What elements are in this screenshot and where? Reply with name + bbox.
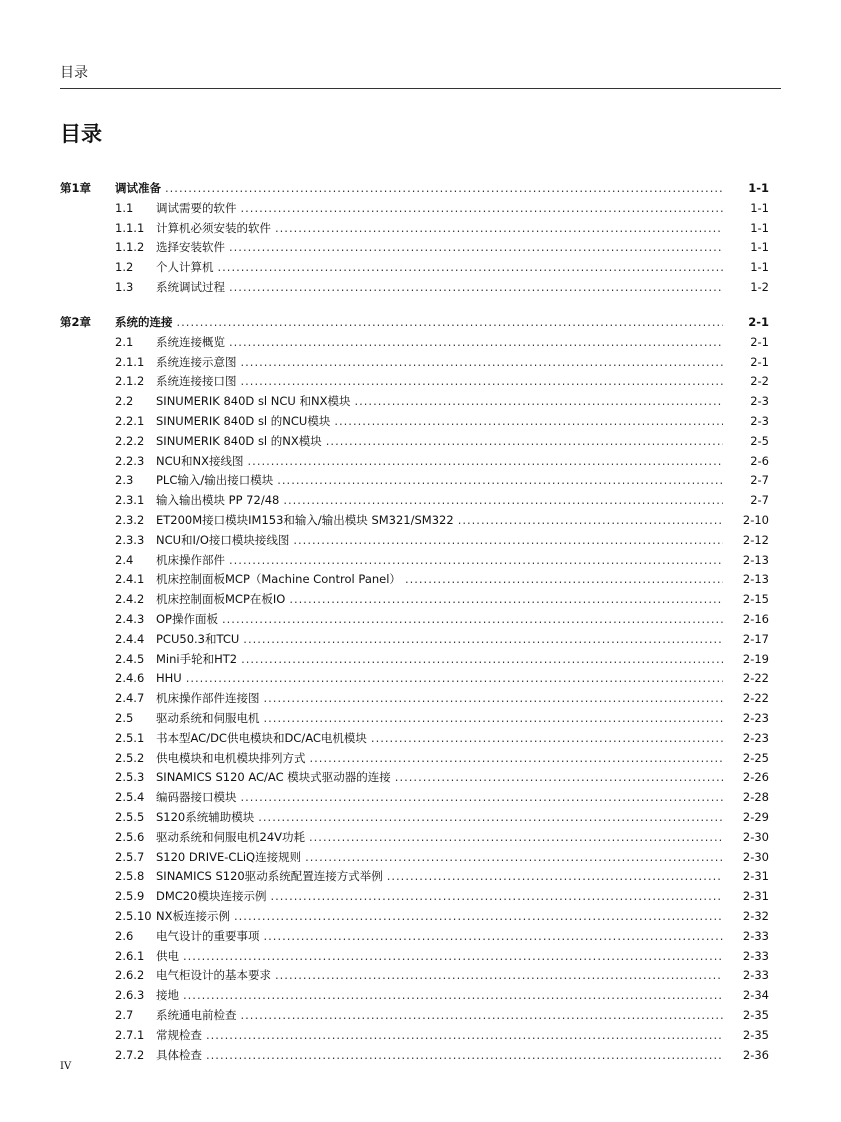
section-title: 系统连接概览 (156, 332, 229, 352)
header-rule (60, 88, 781, 89)
section-number: 2.5.1 (115, 730, 145, 745)
section-number: 1.1 (115, 200, 134, 215)
section-title: 供电模块和电机模块排列方式 (156, 748, 310, 768)
section-page: 2-35 (742, 1008, 769, 1022)
section-title: HHU (156, 668, 186, 688)
section-number: 2.6.3 (115, 988, 145, 1003)
section-page: 1-1 (750, 220, 769, 235)
section-number: 2.4 (115, 552, 134, 567)
leader-dots (387, 866, 723, 886)
section-page: 2-29 (742, 810, 769, 824)
page-number-footer: IV (60, 1061, 72, 1072)
leader-dots (165, 178, 723, 198)
section-page: 2-32 (742, 909, 769, 923)
toc-entry-row[interactable] (0, 470, 841, 490)
section-page: 2-22 (742, 671, 769, 686)
section-page: 1-1 (750, 200, 769, 215)
section-number: 2.6.2 (115, 968, 145, 983)
toc-entry-row[interactable] (0, 748, 841, 768)
chapter-page: 2-1 (748, 315, 769, 329)
leader-dots (309, 827, 723, 847)
section-page: 2-7 (750, 493, 769, 508)
section-page: 1-1 (750, 260, 769, 275)
section-title: NCU和NX接线图 (156, 451, 248, 471)
toc-entry-row[interactable] (0, 1045, 841, 1065)
section-title: 编码器接口模块 (156, 787, 241, 807)
leader-dots (229, 277, 723, 297)
section-number: 2.7.2 (115, 1047, 145, 1062)
section-number: 2.1.2 (115, 374, 145, 389)
leader-dots (293, 530, 723, 550)
section-page: 2-16 (742, 612, 769, 626)
section-number: 1.1.2 (115, 240, 145, 255)
section-title: 具体检查 (156, 1045, 206, 1065)
section-page: 2-3 (750, 414, 769, 428)
toc-entry-row[interactable] (0, 847, 841, 867)
section-page: 2-33 (742, 968, 769, 983)
section-title: NX板连接示例 (156, 906, 234, 926)
toc-entry-row[interactable] (0, 510, 841, 530)
section-number: 1.1.1 (115, 220, 145, 235)
section-number: 2.5 (115, 711, 134, 725)
leader-dots (277, 470, 723, 490)
section-page: 2-26 (742, 770, 769, 785)
section-page: 2-30 (742, 829, 769, 844)
leader-dots (458, 510, 723, 530)
toc-entry-row[interactable] (0, 985, 841, 1005)
leader-dots (229, 550, 723, 570)
section-page: 2-13 (742, 572, 769, 587)
section-title: 供电 (156, 946, 183, 966)
section-title: 输入输出模块 PP 72/48 (156, 490, 283, 510)
section-page: 2-5 (750, 433, 769, 448)
section-page: 2-13 (742, 552, 769, 567)
section-title: 电气设计的重要事项 (156, 926, 264, 946)
leader-dots (270, 886, 723, 906)
section-title: 系统调试过程 (156, 277, 229, 297)
leader-dots (229, 237, 723, 257)
leader-dots (218, 257, 724, 277)
section-title: 书本型AC/DC供电模块和DC/AC电机模块 (156, 728, 371, 748)
section-number: 2.1 (115, 334, 134, 349)
section-number: 2.7.1 (115, 1027, 145, 1042)
section-number: 2.6 (115, 928, 134, 943)
section-page: 2-25 (742, 750, 769, 765)
toc-entry-row[interactable] (0, 946, 841, 966)
section-page: 2-6 (750, 453, 769, 468)
toc-chapter-row[interactable] (0, 312, 841, 332)
section-page: 2-1 (750, 354, 769, 369)
toc-entry-row[interactable] (0, 649, 841, 669)
leader-dots (241, 371, 724, 391)
toc-entry-row[interactable] (0, 807, 841, 827)
section-page: 2-17 (742, 631, 769, 646)
chapter-page: 1-1 (748, 181, 769, 195)
toc-entry-row[interactable] (0, 728, 841, 748)
toc-entry-row[interactable] (0, 589, 841, 609)
leader-dots (264, 688, 724, 708)
section-number: 2.2.2 (115, 433, 145, 448)
leader-dots (264, 926, 724, 946)
leader-dots (241, 352, 724, 372)
leader-dots (283, 490, 723, 510)
section-page: 2-7 (750, 473, 769, 488)
section-title: SINUMERIK 840D sl NCU 和NX模块 (156, 391, 354, 411)
toc-entry-row[interactable] (0, 688, 841, 708)
leader-dots (206, 1025, 723, 1045)
toc-entry-row[interactable] (0, 866, 841, 886)
section-title: 常规检查 (156, 1025, 206, 1045)
section-number: 1.3 (115, 280, 134, 294)
section-title: Mini手轮和HT2 (156, 649, 241, 669)
section-page: 2-30 (742, 849, 769, 864)
section-page: 2-12 (742, 532, 769, 547)
section-page: 2-22 (742, 691, 769, 706)
section-page: 2-35 (742, 1027, 769, 1042)
leader-dots (371, 728, 723, 748)
toc-entry-row[interactable] (0, 569, 841, 589)
toc-entry-row[interactable] (0, 411, 841, 431)
section-page: 2-1 (750, 334, 769, 349)
section-number: 2.5.2 (115, 750, 145, 765)
section-title: 机床操作部件连接图 (156, 688, 264, 708)
section-number: 1.2 (115, 260, 134, 275)
section-number: 2.4.5 (115, 651, 145, 666)
section-title: OP操作面板 (156, 609, 222, 629)
section-title: PCU50.3和TCU (156, 629, 243, 649)
leader-dots (310, 748, 724, 768)
section-title: 机床控制面板MCP（Machine Control Panel） (156, 569, 405, 589)
toc-chapter-row[interactable] (0, 178, 841, 198)
toc-entry-row[interactable] (0, 906, 841, 926)
section-page: 2-23 (742, 711, 769, 725)
section-title: 系统连接接口图 (156, 371, 241, 391)
section-number: 2.5.4 (115, 790, 145, 805)
section-number: 2.5.9 (115, 889, 145, 904)
leader-dots (243, 629, 723, 649)
leader-dots (241, 787, 724, 807)
toc-entry-row[interactable] (0, 237, 841, 257)
section-number: 2.4.7 (115, 691, 145, 706)
toc-entry-row[interactable] (0, 886, 841, 906)
section-page: 1-1 (750, 240, 769, 255)
section-title: S120系统辅助模块 (156, 807, 258, 827)
leader-dots (275, 965, 723, 985)
section-number: 2.3.1 (115, 493, 145, 508)
toc-entry-row[interactable] (0, 1005, 841, 1025)
toc-entry-row[interactable] (0, 352, 841, 372)
section-number: 2.1.1 (115, 354, 145, 369)
leader-dots (354, 391, 723, 411)
section-number: 2.2 (115, 394, 134, 409)
section-number: 2.5.10 (115, 909, 152, 923)
section-page: 2-31 (742, 889, 769, 904)
toc-entry-row[interactable] (0, 198, 841, 218)
leader-dots (241, 1005, 724, 1025)
toc-entry-row[interactable] (0, 827, 841, 847)
toc-entry-row[interactable] (0, 787, 841, 807)
section-number: 2.6.1 (115, 948, 145, 963)
toc-entry-row[interactable] (0, 332, 841, 352)
leader-dots (186, 668, 723, 688)
leader-dots (305, 847, 723, 867)
section-title: 计算机必须安装的软件 (156, 218, 275, 238)
section-title: SINUMERIK 840D sl 的NX模块 (156, 431, 326, 451)
toc-entry-row[interactable] (0, 391, 841, 411)
section-number: 2.5.7 (115, 849, 145, 864)
leader-dots (326, 431, 723, 451)
section-title: SINUMERIK 840D sl 的NCU模块 (156, 411, 334, 431)
section-number: 2.4.6 (115, 671, 145, 686)
section-number: 2.4.4 (115, 631, 145, 646)
section-page: 2-33 (742, 928, 769, 943)
section-number: 2.5.3 (115, 770, 145, 785)
section-page: 2-10 (742, 513, 769, 527)
toc-entry-row[interactable] (0, 490, 841, 510)
section-number: 2.3 (115, 473, 134, 488)
running-header: 目录 (60, 65, 88, 81)
section-title: NCU和I/O接口模块接线图 (156, 530, 293, 550)
chapter-title: 系统的连接 (115, 312, 177, 332)
leader-dots (275, 218, 723, 238)
section-page: 2-23 (742, 730, 769, 745)
section-title: 电气柜设计的基本要求 (156, 965, 275, 985)
section-number: 2.5.6 (115, 829, 145, 844)
section-title: 驱动系统和伺服电机 (156, 708, 264, 728)
leader-dots (248, 451, 723, 471)
toc-entry-row[interactable] (0, 451, 841, 471)
section-title: ET200M接口模块IM153和输入/输出模块 SM321/SM322 (156, 510, 458, 530)
toc-entry-row[interactable] (0, 767, 841, 787)
toc-entry-row[interactable] (0, 530, 841, 550)
toc-entry-row[interactable] (0, 277, 841, 297)
leader-dots (241, 649, 723, 669)
leader-dots (264, 708, 724, 728)
section-title: SINAMICS S120 AC/AC 模块式驱动器的连接 (156, 767, 395, 787)
section-number: 2.4.3 (115, 612, 145, 626)
toc-entry-row[interactable] (0, 257, 841, 277)
leader-dots (234, 906, 723, 926)
section-number: 2.3.2 (115, 513, 145, 527)
toc-entry-row[interactable] (0, 609, 841, 629)
toc-entry-row[interactable] (0, 926, 841, 946)
leader-dots (222, 609, 723, 629)
chapter-label: 第2章 (60, 315, 92, 329)
section-page: 2-33 (742, 948, 769, 963)
toc-entry-row[interactable] (0, 965, 841, 985)
section-title: 系统连接示意图 (156, 352, 241, 372)
leader-dots (395, 767, 723, 787)
leader-dots (183, 985, 723, 1005)
section-number: 2.5.8 (115, 869, 145, 884)
section-page: 2-15 (742, 592, 769, 607)
section-number: 2.4.2 (115, 592, 145, 607)
section-number: 2.7 (115, 1008, 134, 1022)
leader-dots (289, 589, 723, 609)
leader-dots (206, 1045, 723, 1065)
toc-entry-row[interactable] (0, 371, 841, 391)
section-title: DMC20模块连接示例 (156, 886, 270, 906)
leader-dots (334, 411, 723, 431)
section-page: 2-31 (742, 869, 769, 884)
section-title: 调试需要的软件 (156, 198, 241, 218)
section-title: PLC输入/输出接口模块 (156, 470, 277, 490)
section-title: 接地 (156, 985, 183, 1005)
section-number: 2.2.1 (115, 414, 145, 428)
toc-entry-row[interactable] (0, 1025, 841, 1045)
section-page: 2-19 (742, 651, 769, 666)
leader-dots (229, 332, 723, 352)
section-title: SINAMICS S120驱动系统配置连接方式举例 (156, 866, 387, 886)
toc-entry-row[interactable] (0, 431, 841, 451)
section-title: 驱动系统和伺服电机24V功耗 (156, 827, 309, 847)
section-page: 2-3 (750, 394, 769, 409)
toc-entry-row[interactable] (0, 668, 841, 688)
section-number: 2.5.5 (115, 810, 145, 824)
chapter-label: 第1章 (60, 181, 92, 195)
leader-dots (258, 807, 723, 827)
section-title: 机床控制面板MCP在板IO (156, 589, 289, 609)
leader-dots (241, 198, 724, 218)
section-page: 2-28 (742, 790, 769, 805)
section-page: 2-36 (742, 1047, 769, 1062)
section-title: 机床操作部件 (156, 550, 229, 570)
toc-entry-row[interactable] (0, 708, 841, 728)
section-title: 系统通电前检查 (156, 1005, 241, 1025)
section-number: 2.3.3 (115, 532, 145, 547)
section-title: S120 DRIVE-CLiQ连接规则 (156, 847, 305, 867)
chapter-title: 调试准备 (115, 178, 165, 198)
section-page: 2-2 (750, 374, 769, 389)
page-title: 目录 (60, 122, 102, 146)
toc-entry-row[interactable] (0, 550, 841, 570)
section-title: 选择安装软件 (156, 237, 229, 257)
section-number: 2.4.1 (115, 572, 145, 587)
section-number: 2.2.3 (115, 453, 145, 468)
leader-dots (177, 312, 724, 332)
section-title: 个人计算机 (156, 257, 218, 277)
leader-dots (405, 569, 723, 589)
leader-dots (183, 946, 723, 966)
toc-entry-row[interactable] (0, 218, 841, 238)
toc-entry-row[interactable] (0, 629, 841, 649)
section-page: 1-2 (750, 280, 769, 294)
section-page: 2-34 (742, 988, 769, 1003)
